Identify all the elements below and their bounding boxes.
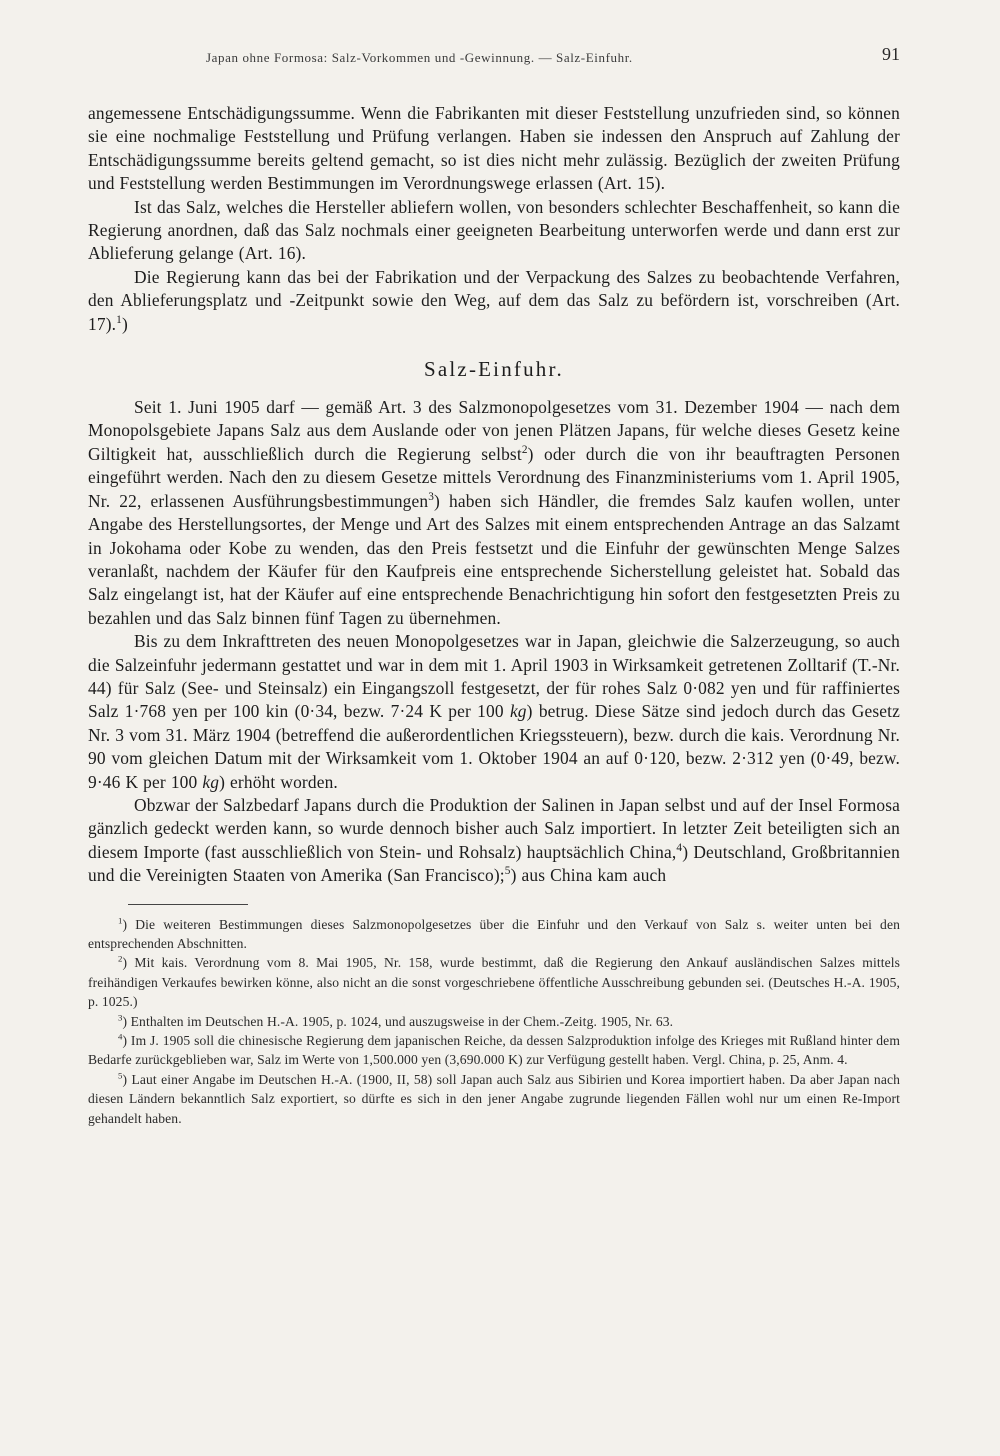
footnote-mark: 3 xyxy=(118,1012,123,1023)
footnote-mark: 2 xyxy=(118,953,123,964)
body-text xyxy=(88,102,900,888)
paragraph-text: Seit 1. Juni 1905 darf — gemäß Art. 3 des Salzmonopolgesetzes vom 31. Dezember 1904 — nach dem Monopolsgebiete Japans Salz aus dem Auslande oder von jenen Plätzen Japans, für welche dieses Gesetz keine Giltigkeit hat, ausschließlich durch die Regierung selbst xyxy=(88,397,900,464)
footnote-ref[interactable]: 1 xyxy=(116,313,122,326)
paragraph-text: ) betrug. Diese Sätze sind jedoch durch das Gesetz Nr. 3 vom 31. März 1904 (betreffend die außerordentlichen Kriegssteuern), bezw. durch die kais. Verordnung Nr. 90 vom gleichen Datum mit der Wirksamkeit vom 1. Oktober 1904 an auf 0·120, bezw. 2·312 yen (0·49, bezw. 9·46 K per 100 xyxy=(88,701,901,792)
footnote xyxy=(88,953,900,1011)
unit-kg: kg xyxy=(509,701,527,722)
footnote xyxy=(88,1012,900,1031)
footnote-mark: 5 xyxy=(118,1070,123,1081)
paragraph-text: ) aus China kam auch xyxy=(510,865,667,886)
paragraph-text: ) Deutschland, Großbritannien und die Vereinigten Staaten von Amerika (San Francisco); xyxy=(88,841,900,886)
footnote-ref[interactable]: 2 xyxy=(521,444,528,457)
footnote-text: ) Die weiteren Bestimmungen dieses Salzmonopolgesetzes über die Einfuhr und den Verkauf von Salz s. weiter unten bei den entsprechenden Abschnitten. xyxy=(88,916,900,951)
footnote-divider xyxy=(128,904,248,905)
footnote-ref[interactable]: 3 xyxy=(428,490,435,503)
footnote xyxy=(88,915,900,954)
footnote-ref[interactable]: 4 xyxy=(676,841,683,854)
paragraph xyxy=(88,266,900,336)
paragraph-text: Bis zu dem Inkrafttreten des neuen Monopolgesetzes war in Japan, gleichwie die Salzerzeugung, so auch die Salzeinfuhr jedermann gestattet und war in dem mit 1. April 1903 in Wirksamkeit getretenen Zolltarif (T.-Nr. 44) für Salz (See- und Steinsalz) ein Eingangszoll festgesetzt, der für rohes Salz 0·082 yen und für raffiniertes Salz 1·768 yen per 100 kin (0·34, bezw. 7·24 K per 100 xyxy=(88,631,900,722)
footnote xyxy=(88,1070,900,1128)
footnote-mark: 4 xyxy=(118,1031,123,1042)
running-title: Japan ohne Formosa: Salz-Vorkommen und -Gewinnung. — Salz-Einfuhr. xyxy=(206,50,633,65)
paragraph: Ist das Salz, welches die Hersteller abliefern wollen, von besonders schlechter Beschaffenheit, so kann die Regierung anordnen, daß das Salz nochmals einer geeigneten Bearbeitung unterworfen werde und dann erst zur Ablieferung gelange (Art. 16). xyxy=(88,196,900,264)
footnote-text: ) Im J. 1905 soll die chinesische Regierung dem japanischen Reiche, da dessen Salzproduktion infolge des Krieges mit Rußland hinter dem Bedarfe zurückgeblieben war, Salz im Werte von 1,500.000 yen (3,690.000 K) zur Verfügung gestellt haben. Vergl. China, p. 25, Anm. 4. xyxy=(88,1033,900,1068)
footnote-text: ) Mit kais. Verordnung vom 8. Mai 1905, Nr. 158, wurde bestimmt, daß die Regierung den Ankauf ausländischen Salzes mittels freihändigen Verkaufes bewirken könne, also nicht an die sonst vorgeschriebene öffentliche Ausschreibung gebunden sei. (Deutsches H.-A. 1905, p. 1025.) xyxy=(88,955,900,1010)
paragraph-text: ) oder durch die von ihr beauftragten Personen eingeführt werden. Nach den zu diesem Gesetze mittels Verordnung des Finanzministeriums vom 1. April 1905, Nr. 22, erlassenen Ausführungsbestimmungen xyxy=(88,443,900,511)
footnote-ref[interactable]: 5 xyxy=(504,865,511,878)
page-number: 91 xyxy=(882,44,900,64)
paragraph xyxy=(88,630,900,794)
paragraph-text: ) haben sich Händler, die fremdes Salz kaufen wollen, unter Angabe des Herstellungsortes, der Menge und Art des Salzes mit einem entsprechenden Antrage an das Salzamt in Jokohama oder Kobe zu wenden, das den Preis festsetzt und die Einfuhr der gewünschten Menge Salzes veranlaßt, nachdem der Käufer für den Kaufpreis eine entsprechende Sicherstellung geleistet hat. Sobald das Salz eingelangt ist, hat der Käufer auf eine entsprechende Benachrichtigung hin sofort den festgesetzten Preis zu bezahlen und das Salz binnen fünf Tagen zu übernehmen. xyxy=(88,490,900,628)
unit-kg: kg xyxy=(202,771,220,792)
section-heading: Salz-Einfuhr. xyxy=(424,357,564,382)
paragraph-text: ) erhöht worden. xyxy=(219,771,338,792)
paragraph xyxy=(88,794,900,888)
paragraph-text: Die Regierung kann das bei der Fabrikation und der Verpackung des Salzes zu beobachtende Verfahren, den Ablieferungsplatz und -Zeitpunkt sowie den Weg, auf dem das Salz zu befördern ist, vorschreiben (Art. 17). xyxy=(88,266,900,334)
footnote xyxy=(88,1031,900,1070)
footnotes xyxy=(88,915,900,1128)
footnote-mark: 1 xyxy=(118,915,123,926)
running-header xyxy=(88,44,900,82)
paragraph xyxy=(88,396,900,630)
footnote-text: ) Laut einer Angabe im Deutschen H.-A. (1900, II, 58) soll Japan auch Salz aus Sibirien und Korea importiert haben. Da aber Japan nach diesen Ländern bekanntlich Salz exportiert, so dürfte es sich in den jener Angabe zugrunde liegenden Fällen wohl nur um einen Re-Import gehandelt haben. xyxy=(88,1071,900,1126)
paragraph: angemessene Entschädigungssumme. Wenn die Fabrikanten mit dieser Feststellung unzufrieden sind, so können sie eine nochmalige Feststellung und Prüfung verlangen. Haben sie indessen den Anspruch auf Zahlung der Entschädigungssumme bereits geltend gemacht, so ist dies nicht mehr zulässig. Bezüglich der zweiten Prüfung und Feststellung werden Bestimmungen im Verordnungswege erlassen (Art. 15). xyxy=(88,103,900,194)
footnote-text: ) Enthalten im Deutschen H.-A. 1905, p. 1024, und auszugsweise in der Chem.-Zeitg. 1905, Nr. 63. xyxy=(122,1013,674,1029)
paragraph-text: Obzwar der Salzbedarf Japans durch die Produktion der Salinen in Japan selbst und auf der Insel Formosa gänzlich gedeckt werden kann, so wurde dennoch bisher auch Salz importiert. In letzter Zeit beteiligten sich an diesem Importe (fast ausschließlich von Stein- und Rohsalz) hauptsächlich China, xyxy=(88,794,900,862)
paragraph-text: ) xyxy=(121,313,128,334)
